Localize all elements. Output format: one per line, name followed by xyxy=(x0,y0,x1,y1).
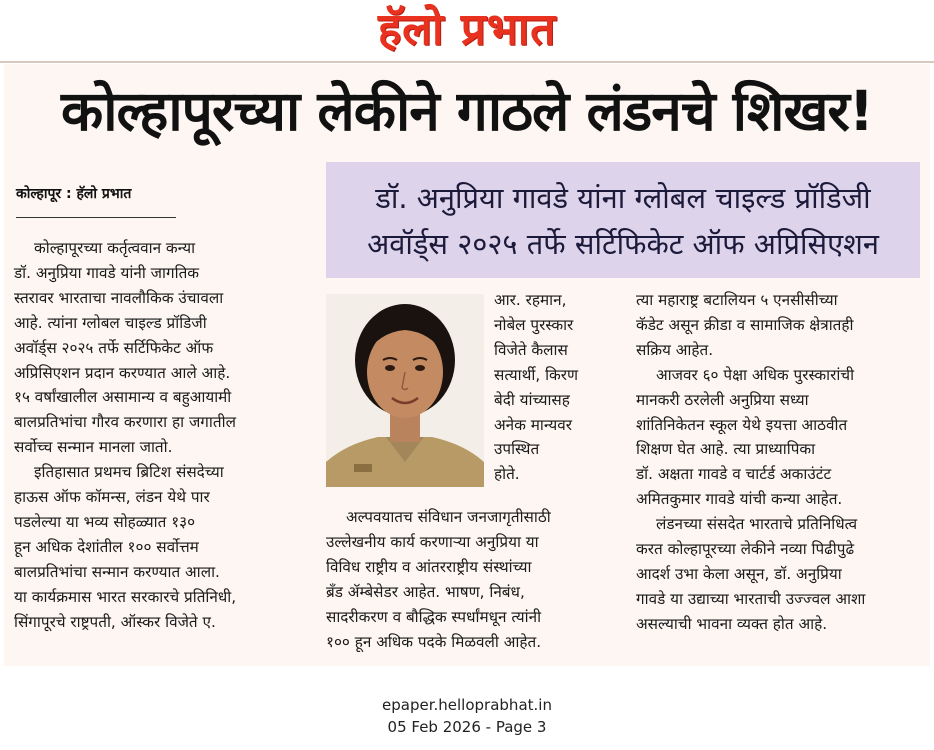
text-line: आजवर ६० पेक्षा अधिक पुरस्कारांची xyxy=(656,365,855,384)
text-line: आहे. त्यांना ग्लोबल चाइल्ड प्रॉडिजी xyxy=(14,313,207,332)
text-line: शांतिनिकेतन स्कूल येथे इयत्ता आठवीत xyxy=(636,415,848,434)
text-line: विविध राष्ट्रीय व आंतरराष्ट्रीय संस्थांच्या xyxy=(326,557,532,576)
masthead-divider xyxy=(0,61,934,63)
dateline-divider xyxy=(16,217,176,218)
text-line: उपस्थित xyxy=(494,440,540,459)
masthead xyxy=(0,0,934,60)
text-line: बालप्रतिभांचा गौरव करणारा हा जगातील xyxy=(14,413,236,432)
text-line: पडलेल्या या भव्य सोहळ्यात १३० xyxy=(14,512,196,531)
text-line: १५ वर्षांखालील असामान्य व बहुआयामी xyxy=(14,388,232,407)
text-line: सत्यार्थी, किरण xyxy=(494,365,579,384)
text-line: हाऊस ऑफ कॉमन्स, लंडन येथे पार xyxy=(14,488,210,507)
text-line: करत कोल्हापूरच्या लेकीने नव्या पिढीपुढे xyxy=(636,540,855,559)
text-line: डॉ. अनुप्रिया गावडे यांनी जागतिक xyxy=(14,263,200,282)
text-line: या कार्यक्रमास भारत सरकारचे प्रतिनिधी, xyxy=(14,587,237,606)
text-line: हून अधिक देशांतील १०० सर्वोत्तम xyxy=(14,537,199,556)
text-line: लंडनच्या संसदेत भारताचे प्रतिनिधित्व xyxy=(656,515,858,534)
subheadline-line: डॉ. अनुप्रिया गावडे यांना ग्लोबल चाइल्ड प्रॉडिजी xyxy=(375,181,871,215)
text-line: आदर्श उभा केला असून, डॉ. अनुप्रिया xyxy=(636,564,842,583)
text-line: त्या महाराष्ट्र बटालियन ५ एनसीसीच्या xyxy=(636,291,838,309)
text-line: अनेक मान्यवर xyxy=(494,415,573,434)
text-line: सक्रिय आहेत. xyxy=(636,340,714,359)
text-line: स्तरावर भारताचा नावलौकिक उंचावला xyxy=(14,288,224,307)
article-column-1 xyxy=(14,236,314,635)
text-line: उल्लेखनीय कार्य करणाऱ्या अनुप्रिया या xyxy=(326,532,539,551)
article-subheadline xyxy=(326,162,920,278)
text-line: बालप्रतिभांचा सन्मान करण्यात आला. xyxy=(14,562,220,581)
text-line: अवॉर्ड्स २०२५ तर्फे सर्टिफिकेट ऑफ xyxy=(14,338,214,357)
article-column-2-top xyxy=(494,288,624,487)
text-line: शिक्षण घेत आहे. त्या प्राध्यापिका xyxy=(636,440,816,459)
text-line: ब्रँड ॲम्बेसेडर आहेत. भाषण, निबंध, xyxy=(326,582,525,601)
article-column-3 xyxy=(636,288,926,637)
portrait-illustration xyxy=(326,294,484,487)
text-line: मानकरी ठरलेली अनुप्रिया सध्या xyxy=(636,390,809,409)
text-line: सादरीकरण व बौद्धिक स्पर्धांमधून त्यांनी xyxy=(326,607,542,626)
subheadline-line: अवॉर्ड्स २०२५ तर्फे सर्टिफिकेट ऑफ अप्रिसिएशन xyxy=(367,227,879,261)
footer-site: epaper.helloprabhat.in xyxy=(382,696,552,714)
text-line: अप्रिसिएशन प्रदान करण्यात आले आहे. xyxy=(14,363,231,382)
article-headline: कोल्हापूरच्या लेकीने गाठले लंडनचे शिखर! xyxy=(60,79,874,143)
portrait-photo xyxy=(326,294,484,487)
text-line: डॉ. अक्षता गावडे व चार्टर्ड अकाउंटंट xyxy=(636,465,832,484)
text-line: अल्पवयातच संविधान जनजागृतीसाठी xyxy=(346,508,551,526)
text-line: विजेते कैलास xyxy=(494,340,568,359)
article-column-2-bottom xyxy=(326,505,626,654)
footer-date-page: 05 Feb 2026 - Page 3 xyxy=(387,718,547,736)
article-dateline: कोल्हापूर : हॅलो प्रभात xyxy=(16,186,132,202)
text-line: नोबेल पुरस्कार xyxy=(494,315,574,334)
text-line: सिंगापूरचे राष्ट्रपती, ऑस्कर विजेते ए. xyxy=(14,612,216,631)
text-line: असल्याची भावना व्यक्त होत आहे. xyxy=(636,614,828,633)
text-line: अमितकुमार गावडे यांची कन्या आहेत. xyxy=(636,490,843,509)
text-line: १०० हून अधिक पदके मिळवली आहेत. xyxy=(326,632,542,651)
text-line: सर्वोच्च सन्मान मानला जातो. xyxy=(14,438,173,457)
text-line: गावडे या उद्याच्या भारताची उज्ज्वल आशा xyxy=(636,589,866,608)
masthead-logo: हॅलो प्रभात xyxy=(377,4,557,55)
text-line: आर. रहमान, xyxy=(494,291,567,309)
text-line: कॅडेट असून क्रीडा व सामाजिक क्षेत्रातही xyxy=(636,315,854,334)
text-line: बेदी यांच्यासह xyxy=(494,390,570,409)
text-line: इतिहासात प्रथमच ब्रिटिश संसदेच्या xyxy=(34,463,224,482)
text-line: कोल्हापूरच्या कर्तृत्ववान कन्या xyxy=(34,239,196,257)
text-line: होते. xyxy=(494,465,520,484)
